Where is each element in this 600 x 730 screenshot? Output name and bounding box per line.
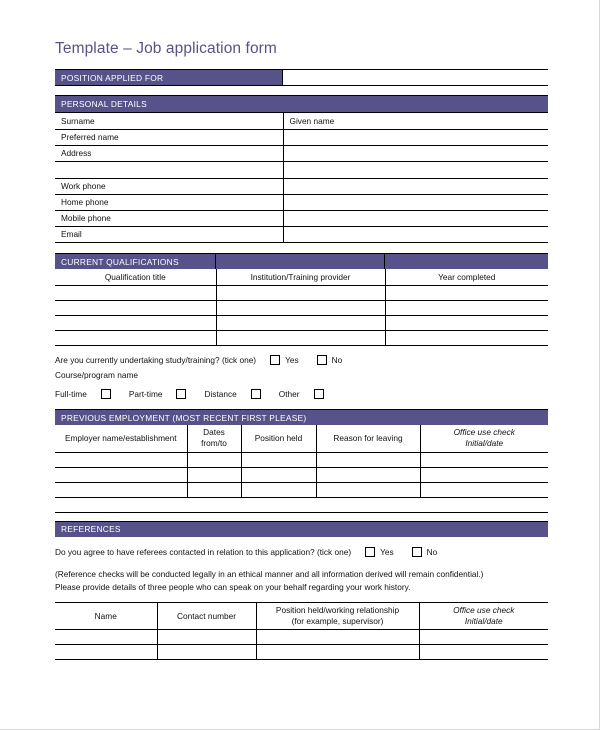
column-header-line1: Office use check bbox=[453, 427, 515, 438]
study-mode-part-time-checkbox[interactable] bbox=[176, 389, 186, 399]
field-value-address[interactable] bbox=[283, 145, 548, 161]
qualifications-header bbox=[55, 253, 548, 269]
cell-employer-name[interactable] bbox=[55, 467, 187, 482]
cell-referee-position[interactable] bbox=[256, 645, 419, 660]
column-header-office-use-check bbox=[420, 425, 548, 452]
column-header-line2: Initial/date bbox=[465, 438, 504, 449]
employment-table bbox=[55, 425, 548, 498]
table-row bbox=[55, 161, 548, 178]
field-label-given-name[interactable]: Given name bbox=[283, 113, 548, 129]
study-no-checkbox[interactable] bbox=[317, 355, 327, 365]
spacer bbox=[55, 498, 548, 512]
study-yes-label: Yes bbox=[285, 355, 299, 365]
column-header-line1: Name bbox=[94, 610, 117, 621]
field-value-work-phone[interactable] bbox=[283, 178, 548, 194]
column-header-dates bbox=[187, 425, 241, 452]
cell-dates[interactable] bbox=[187, 482, 241, 497]
cell-qualification-title[interactable] bbox=[55, 316, 216, 331]
cell-qualification-title[interactable] bbox=[55, 286, 216, 301]
field-label-address[interactable]: Address bbox=[55, 145, 283, 161]
reference-note-line-2: Please provide details of three people who can speak on your behalf regarding your work history. bbox=[55, 581, 411, 592]
cell-referee-position[interactable] bbox=[256, 630, 419, 645]
table-row bbox=[55, 645, 548, 660]
referee-consent-row bbox=[55, 547, 548, 557]
cell-referee-office-use-check[interactable] bbox=[419, 645, 548, 660]
cell-reason-for-leaving[interactable] bbox=[316, 482, 420, 497]
cell-referee-contact-number[interactable] bbox=[157, 630, 256, 645]
course-name-label: Course/program name bbox=[55, 370, 139, 380]
cell-referee-name[interactable] bbox=[55, 645, 157, 660]
cell-institution[interactable] bbox=[216, 316, 385, 331]
table-row bbox=[55, 482, 548, 497]
column-header-position-relationship bbox=[256, 603, 419, 630]
field-value-address-line2[interactable] bbox=[283, 161, 548, 178]
column-header-reason-for-leaving bbox=[316, 425, 420, 452]
field-value-home-phone[interactable] bbox=[283, 194, 548, 210]
column-header-institution: Institution/Training provider bbox=[216, 269, 385, 286]
cell-reason-for-leaving[interactable] bbox=[316, 452, 420, 467]
cell-institution[interactable] bbox=[216, 331, 385, 346]
cell-dates[interactable] bbox=[187, 467, 241, 482]
cell-position-held[interactable] bbox=[241, 452, 316, 467]
column-header-line1: Dates bbox=[203, 427, 225, 438]
column-header-line1: Reason for leaving bbox=[333, 433, 403, 444]
study-question-text: Are you currently undertaking study/training? (tick one) bbox=[55, 355, 257, 365]
field-label-address-line2[interactable] bbox=[55, 161, 283, 178]
table-header-row bbox=[55, 425, 548, 452]
column-header-qualification-title: Qualification title bbox=[55, 269, 216, 286]
spacer bbox=[55, 243, 548, 253]
position-applied-for-row bbox=[55, 69, 548, 86]
spacer bbox=[55, 86, 548, 95]
study-mode-distance-checkbox[interactable] bbox=[251, 389, 261, 399]
study-mode-other-checkbox[interactable] bbox=[314, 389, 324, 399]
references-table bbox=[55, 603, 548, 661]
cell-qualification-title[interactable] bbox=[55, 331, 216, 346]
field-value-mobile-phone[interactable] bbox=[283, 210, 548, 226]
referee-consent-yes-label: Yes bbox=[380, 546, 394, 557]
form-sheet bbox=[55, 40, 548, 660]
study-question-row bbox=[55, 355, 548, 365]
table-row bbox=[55, 194, 548, 210]
course-name-row bbox=[55, 370, 548, 380]
field-label-home-phone[interactable]: Home phone bbox=[55, 194, 283, 210]
table-row bbox=[55, 210, 548, 226]
cell-year-completed[interactable] bbox=[385, 316, 548, 331]
employment-header bbox=[55, 409, 548, 425]
table-row bbox=[55, 331, 548, 346]
page-title: Template – Job application form bbox=[55, 40, 277, 57]
study-no-label: No bbox=[331, 355, 343, 365]
column-header-office-use-check bbox=[419, 603, 548, 630]
cell-referee-name[interactable] bbox=[55, 630, 157, 645]
personal-details-header bbox=[55, 95, 548, 113]
column-header-name bbox=[55, 603, 157, 630]
cell-referee-contact-number[interactable] bbox=[157, 645, 256, 660]
cell-reason-for-leaving[interactable] bbox=[316, 467, 420, 482]
study-mode-label-full-time: Full-time bbox=[55, 389, 87, 399]
table-row bbox=[55, 630, 548, 645]
cell-year-completed[interactable] bbox=[385, 301, 548, 316]
column-header-line1: Employer name/establishment bbox=[64, 433, 177, 444]
table-row bbox=[55, 178, 548, 194]
table-row bbox=[55, 316, 548, 331]
field-label-surname[interactable]: Surname bbox=[55, 113, 283, 129]
employment-label: PREVIOUS EMPLOYMENT (MOST RECENT FIRST PLEASE) bbox=[55, 410, 548, 425]
study-mode-label-part-time: Part-time bbox=[128, 389, 163, 399]
field-label-email[interactable]: Email bbox=[55, 226, 283, 242]
column-header-line2: from/to bbox=[201, 438, 227, 449]
spacer bbox=[55, 537, 548, 547]
position-applied-for-input[interactable] bbox=[283, 70, 548, 85]
table-row bbox=[55, 301, 548, 316]
qualifications-label: CURRENT QUALIFICATIONS bbox=[55, 254, 216, 269]
study-mode-row bbox=[55, 389, 548, 399]
field-label-preferred-name[interactable]: Preferred name bbox=[55, 129, 283, 145]
cell-institution[interactable] bbox=[216, 301, 385, 316]
position-applied-for-label: POSITION APPLIED FOR bbox=[55, 70, 283, 85]
column-header-position-held bbox=[241, 425, 316, 452]
cell-year-completed[interactable] bbox=[385, 286, 548, 301]
personal-details-table bbox=[55, 113, 548, 243]
spacer bbox=[55, 399, 548, 409]
cell-employer-name[interactable] bbox=[55, 452, 187, 467]
study-mode-full-time-checkbox[interactable] bbox=[101, 389, 111, 399]
column-header-contact-number bbox=[157, 603, 256, 630]
cell-position-held[interactable] bbox=[241, 482, 316, 497]
qualifications-header-pad-1 bbox=[216, 254, 385, 269]
column-header-employer-name bbox=[55, 425, 187, 452]
field-value-preferred-name[interactable] bbox=[283, 129, 548, 145]
personal-details-label: PERSONAL DETAILS bbox=[55, 96, 548, 112]
table-row bbox=[55, 467, 548, 482]
cell-qualification-title[interactable] bbox=[55, 301, 216, 316]
column-header-line1: Office use check bbox=[453, 604, 515, 615]
spacer bbox=[55, 513, 548, 521]
table-row bbox=[55, 452, 548, 467]
qualifications-header-pad-2 bbox=[385, 254, 548, 269]
study-mode-label-distance: Distance bbox=[204, 389, 237, 399]
cell-dates[interactable] bbox=[187, 452, 241, 467]
cell-office-use-check[interactable] bbox=[420, 482, 548, 497]
table-row bbox=[55, 145, 548, 161]
study-mode-label-other: Other bbox=[278, 389, 300, 399]
references-label: REFERENCES bbox=[55, 522, 548, 537]
reference-note-line-1: (Reference checks will be conducted legally in an ethical manner and all information derived will remain confidential.) bbox=[55, 568, 484, 579]
spacer bbox=[55, 557, 548, 568]
referee-consent-no-checkbox[interactable] bbox=[412, 547, 422, 557]
table-row bbox=[55, 226, 548, 242]
table-header-row bbox=[55, 269, 548, 286]
referee-consent-yes-checkbox[interactable] bbox=[365, 547, 375, 557]
column-header-line1: Position held/working relationship bbox=[275, 604, 400, 615]
field-label-mobile-phone[interactable]: Mobile phone bbox=[55, 210, 283, 226]
cell-year-completed[interactable] bbox=[385, 331, 548, 346]
table-row bbox=[55, 113, 548, 129]
qualifications-table bbox=[55, 269, 548, 347]
cell-referee-office-use-check[interactable] bbox=[419, 630, 548, 645]
referee-consent-text: Do you agree to have referees contacted in relation to this application? (tick one) bbox=[55, 546, 352, 557]
study-yes-checkbox[interactable] bbox=[270, 355, 280, 365]
column-header-line1: Contact number bbox=[176, 610, 237, 621]
field-value-email[interactable] bbox=[283, 226, 548, 242]
column-header-line1: Position held bbox=[254, 433, 303, 444]
table-row bbox=[55, 129, 548, 145]
cell-institution[interactable] bbox=[216, 286, 385, 301]
column-header-year-completed: Year completed bbox=[385, 269, 548, 286]
table-row bbox=[55, 286, 548, 301]
references-header bbox=[55, 521, 548, 537]
cell-office-use-check[interactable] bbox=[420, 452, 548, 467]
column-header-line2: Initial/date bbox=[464, 615, 503, 626]
table-header-row bbox=[55, 603, 548, 630]
field-label-work-phone[interactable]: Work phone bbox=[55, 178, 283, 194]
spacer bbox=[55, 594, 548, 602]
cell-office-use-check[interactable] bbox=[420, 467, 548, 482]
cell-position-held[interactable] bbox=[241, 467, 316, 482]
cell-employer-name[interactable] bbox=[55, 482, 187, 497]
referee-consent-no-label: No bbox=[426, 546, 438, 557]
column-header-line2: (for example, supervisor) bbox=[291, 615, 384, 626]
